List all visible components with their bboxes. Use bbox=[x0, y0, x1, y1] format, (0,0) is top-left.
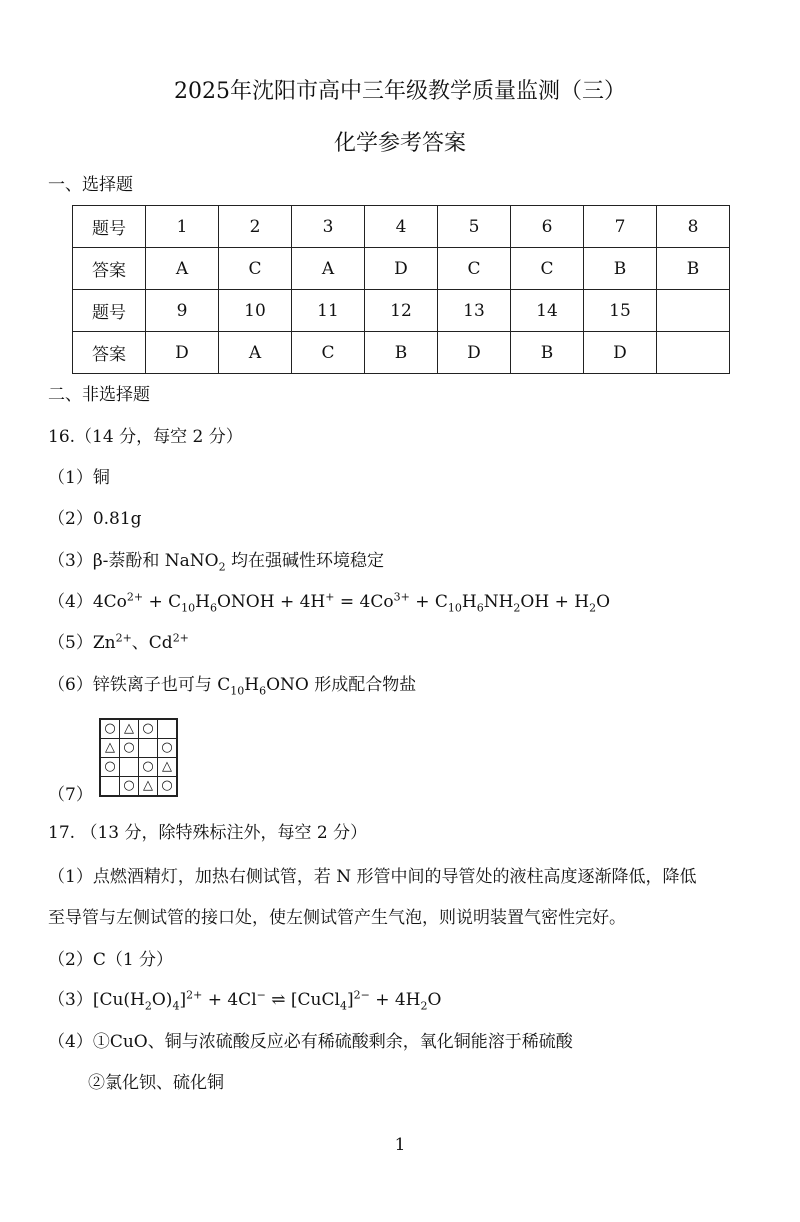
text-run: ] bbox=[346, 990, 354, 1010]
table-row bbox=[73, 290, 730, 332]
subscript: 2 bbox=[589, 601, 597, 615]
answer-line-q17-2 bbox=[48, 949, 173, 971]
superscript: 3+ bbox=[393, 590, 410, 604]
text-run: 、Cd bbox=[131, 633, 173, 653]
superscript: 2+ bbox=[115, 631, 132, 645]
answer-line-q16-6 bbox=[48, 674, 416, 696]
table-row bbox=[73, 248, 730, 290]
text-run: + C bbox=[409, 592, 448, 612]
table-cell: 2 bbox=[219, 206, 292, 248]
table-cell: 3 bbox=[292, 206, 365, 248]
table-cell: 15 bbox=[584, 290, 657, 332]
text-run: OH + H bbox=[520, 592, 590, 612]
text-run: （3）β-萘酚和 NaNO bbox=[48, 551, 219, 571]
text-run: （3）[Cu(H bbox=[48, 990, 145, 1010]
empty-cell bbox=[158, 719, 178, 739]
text-run: + 4Cl bbox=[202, 990, 257, 1010]
grid-row bbox=[100, 719, 177, 739]
table-cell: B bbox=[365, 332, 438, 374]
table-cell: C bbox=[292, 332, 365, 374]
answer-line-q17-3 bbox=[48, 989, 441, 1011]
text-run: （1）点燃酒精灯，加热右侧试管，若 N 形管中间的导管处的液柱高度逐渐降低，降低 bbox=[48, 867, 697, 887]
circle-icon: ○ bbox=[100, 758, 120, 777]
answer-line-q17-4a bbox=[48, 1031, 573, 1053]
text-run: ⇌ [CuCl bbox=[265, 990, 340, 1010]
text-run: （7） bbox=[48, 785, 93, 805]
text-run: O) bbox=[151, 990, 173, 1010]
text-run: NH bbox=[483, 592, 514, 612]
table-cell: B bbox=[511, 332, 584, 374]
superscript: + bbox=[325, 590, 335, 604]
table-cell: C bbox=[511, 248, 584, 290]
triangle-icon: △ bbox=[100, 739, 120, 758]
table-cell: 13 bbox=[438, 290, 511, 332]
text-run: O bbox=[596, 592, 610, 612]
document-title: 2025年沈阳市高中三年级教学质量监测（三） bbox=[174, 79, 626, 104]
empty-cell bbox=[120, 758, 139, 777]
subscript: 2 bbox=[218, 560, 226, 574]
table-cell: 答案 bbox=[73, 248, 146, 290]
table-cell: 1 bbox=[146, 206, 219, 248]
table-cell: C bbox=[438, 248, 511, 290]
table-cell: A bbox=[292, 248, 365, 290]
circle-icon: ○ bbox=[158, 777, 178, 797]
section-heading-choice: 一、选择题 bbox=[48, 175, 133, 195]
subscript: 10 bbox=[447, 601, 462, 615]
subscript: 4 bbox=[339, 999, 347, 1013]
table-cell: 4 bbox=[365, 206, 438, 248]
superscript: 2+ bbox=[126, 590, 144, 604]
text-run: （5）Zn bbox=[48, 633, 116, 653]
triangle-icon: △ bbox=[120, 719, 139, 739]
subscript: 10 bbox=[181, 601, 196, 615]
table-cell: C bbox=[219, 248, 292, 290]
subscript: 6 bbox=[476, 601, 484, 615]
empty-cell bbox=[100, 777, 120, 797]
answer-line-q16-1 bbox=[48, 467, 110, 489]
page-number: 1 bbox=[394, 1135, 406, 1155]
text-run: + 4H bbox=[369, 990, 421, 1010]
table-cell: 7 bbox=[584, 206, 657, 248]
grid-row bbox=[100, 758, 177, 777]
subscript: 10 bbox=[230, 684, 245, 698]
table-cell: 8 bbox=[657, 206, 730, 248]
answer-line-q16-header bbox=[48, 426, 243, 448]
answer-line-q17-header bbox=[48, 822, 367, 844]
text-run: 17. （13 分，除特殊标注外，每空 2 分） bbox=[48, 823, 368, 843]
grid-row bbox=[100, 777, 177, 797]
text-run: H bbox=[244, 675, 260, 695]
table-cell: 题号 bbox=[73, 290, 146, 332]
text-run: 均在强碱性环境稳定 bbox=[225, 551, 385, 571]
table-cell: 题号 bbox=[73, 206, 146, 248]
superscript: 2+ bbox=[186, 988, 203, 1002]
circle-icon: ○ bbox=[158, 739, 178, 758]
text-run: ] bbox=[179, 990, 187, 1010]
answer-line-q16-5 bbox=[48, 632, 189, 654]
text-run: H bbox=[461, 592, 477, 612]
text-run: （2）0.81g bbox=[48, 509, 142, 529]
table-cell: 11 bbox=[292, 290, 365, 332]
answer-line-q17-1b bbox=[48, 907, 626, 929]
table-row bbox=[73, 206, 730, 248]
table-cell: B bbox=[657, 248, 730, 290]
subscript: 2 bbox=[513, 601, 521, 615]
table-cell bbox=[657, 332, 730, 374]
text-run: 至导管与左侧试管的接口处，使左侧试管产生气泡，则说明装置气密性完好。 bbox=[48, 908, 626, 928]
answer-line-q16-4 bbox=[48, 591, 610, 613]
text-run: （1）铜 bbox=[48, 468, 110, 488]
text-run: （4）4Co bbox=[48, 592, 127, 612]
circle-icon: ○ bbox=[139, 719, 158, 739]
text-run: ONOH + 4H bbox=[216, 592, 326, 612]
table-cell: 9 bbox=[146, 290, 219, 332]
table-cell: A bbox=[219, 332, 292, 374]
answer-line-q16-2 bbox=[48, 508, 142, 530]
circle-icon: ○ bbox=[139, 758, 158, 777]
circle-icon: ○ bbox=[120, 777, 139, 797]
table-cell: 答案 bbox=[73, 332, 146, 374]
table-cell: 10 bbox=[219, 290, 292, 332]
text-run: H bbox=[195, 592, 210, 612]
triangle-icon: △ bbox=[139, 777, 158, 797]
text-run: = 4Co bbox=[334, 592, 394, 612]
table-cell bbox=[657, 290, 730, 332]
empty-cell bbox=[139, 739, 158, 758]
table-cell: D bbox=[584, 332, 657, 374]
grid-row bbox=[100, 739, 177, 758]
table-cell: 12 bbox=[365, 290, 438, 332]
subscript: 4 bbox=[172, 999, 180, 1013]
answer-grid-diagram bbox=[99, 718, 178, 797]
answer-line-q16-3 bbox=[48, 550, 384, 572]
text-run: 16.（14 分，每空 2 分） bbox=[48, 427, 243, 447]
text-run: ONO 形成配合物盐 bbox=[266, 675, 417, 695]
circle-icon: ○ bbox=[120, 739, 139, 758]
section-heading-nonchoice: 二、非选择题 bbox=[48, 385, 150, 405]
superscript: 2− bbox=[353, 988, 370, 1002]
table-cell: B bbox=[584, 248, 657, 290]
table-cell: 6 bbox=[511, 206, 584, 248]
table-row bbox=[73, 332, 730, 374]
text-run: O bbox=[427, 990, 442, 1010]
text-run: （4）①CuO、铜与浓硫酸反应必有稀硫酸剩余，氧化铜能溶于稀硫酸 bbox=[48, 1032, 573, 1052]
answer-table bbox=[72, 205, 730, 374]
subscript: 6 bbox=[259, 684, 267, 698]
table-cell: D bbox=[438, 332, 511, 374]
answer-line-q16-7 bbox=[48, 784, 93, 806]
triangle-icon: △ bbox=[158, 758, 178, 777]
answer-line-q17-1a bbox=[48, 866, 697, 888]
subscript: 2 bbox=[144, 999, 152, 1013]
subscript: 6 bbox=[209, 601, 217, 615]
circle-icon: ○ bbox=[100, 719, 120, 739]
table-cell: D bbox=[365, 248, 438, 290]
table-cell: A bbox=[146, 248, 219, 290]
table-cell: 5 bbox=[438, 206, 511, 248]
text-run: （2）C（1 分） bbox=[48, 950, 174, 970]
table-cell: 14 bbox=[511, 290, 584, 332]
answer-line-q17-4b bbox=[88, 1072, 224, 1094]
document-subtitle: 化学参考答案 bbox=[333, 131, 466, 156]
superscript: − bbox=[256, 988, 266, 1002]
superscript: 2+ bbox=[172, 631, 189, 645]
text-run: （6）锌铁离子也可与 C bbox=[48, 675, 231, 695]
text-run: + C bbox=[143, 592, 182, 612]
table-cell: D bbox=[146, 332, 219, 374]
subscript: 2 bbox=[420, 999, 428, 1013]
text-run: ②氯化钡、硫化铜 bbox=[88, 1073, 224, 1093]
